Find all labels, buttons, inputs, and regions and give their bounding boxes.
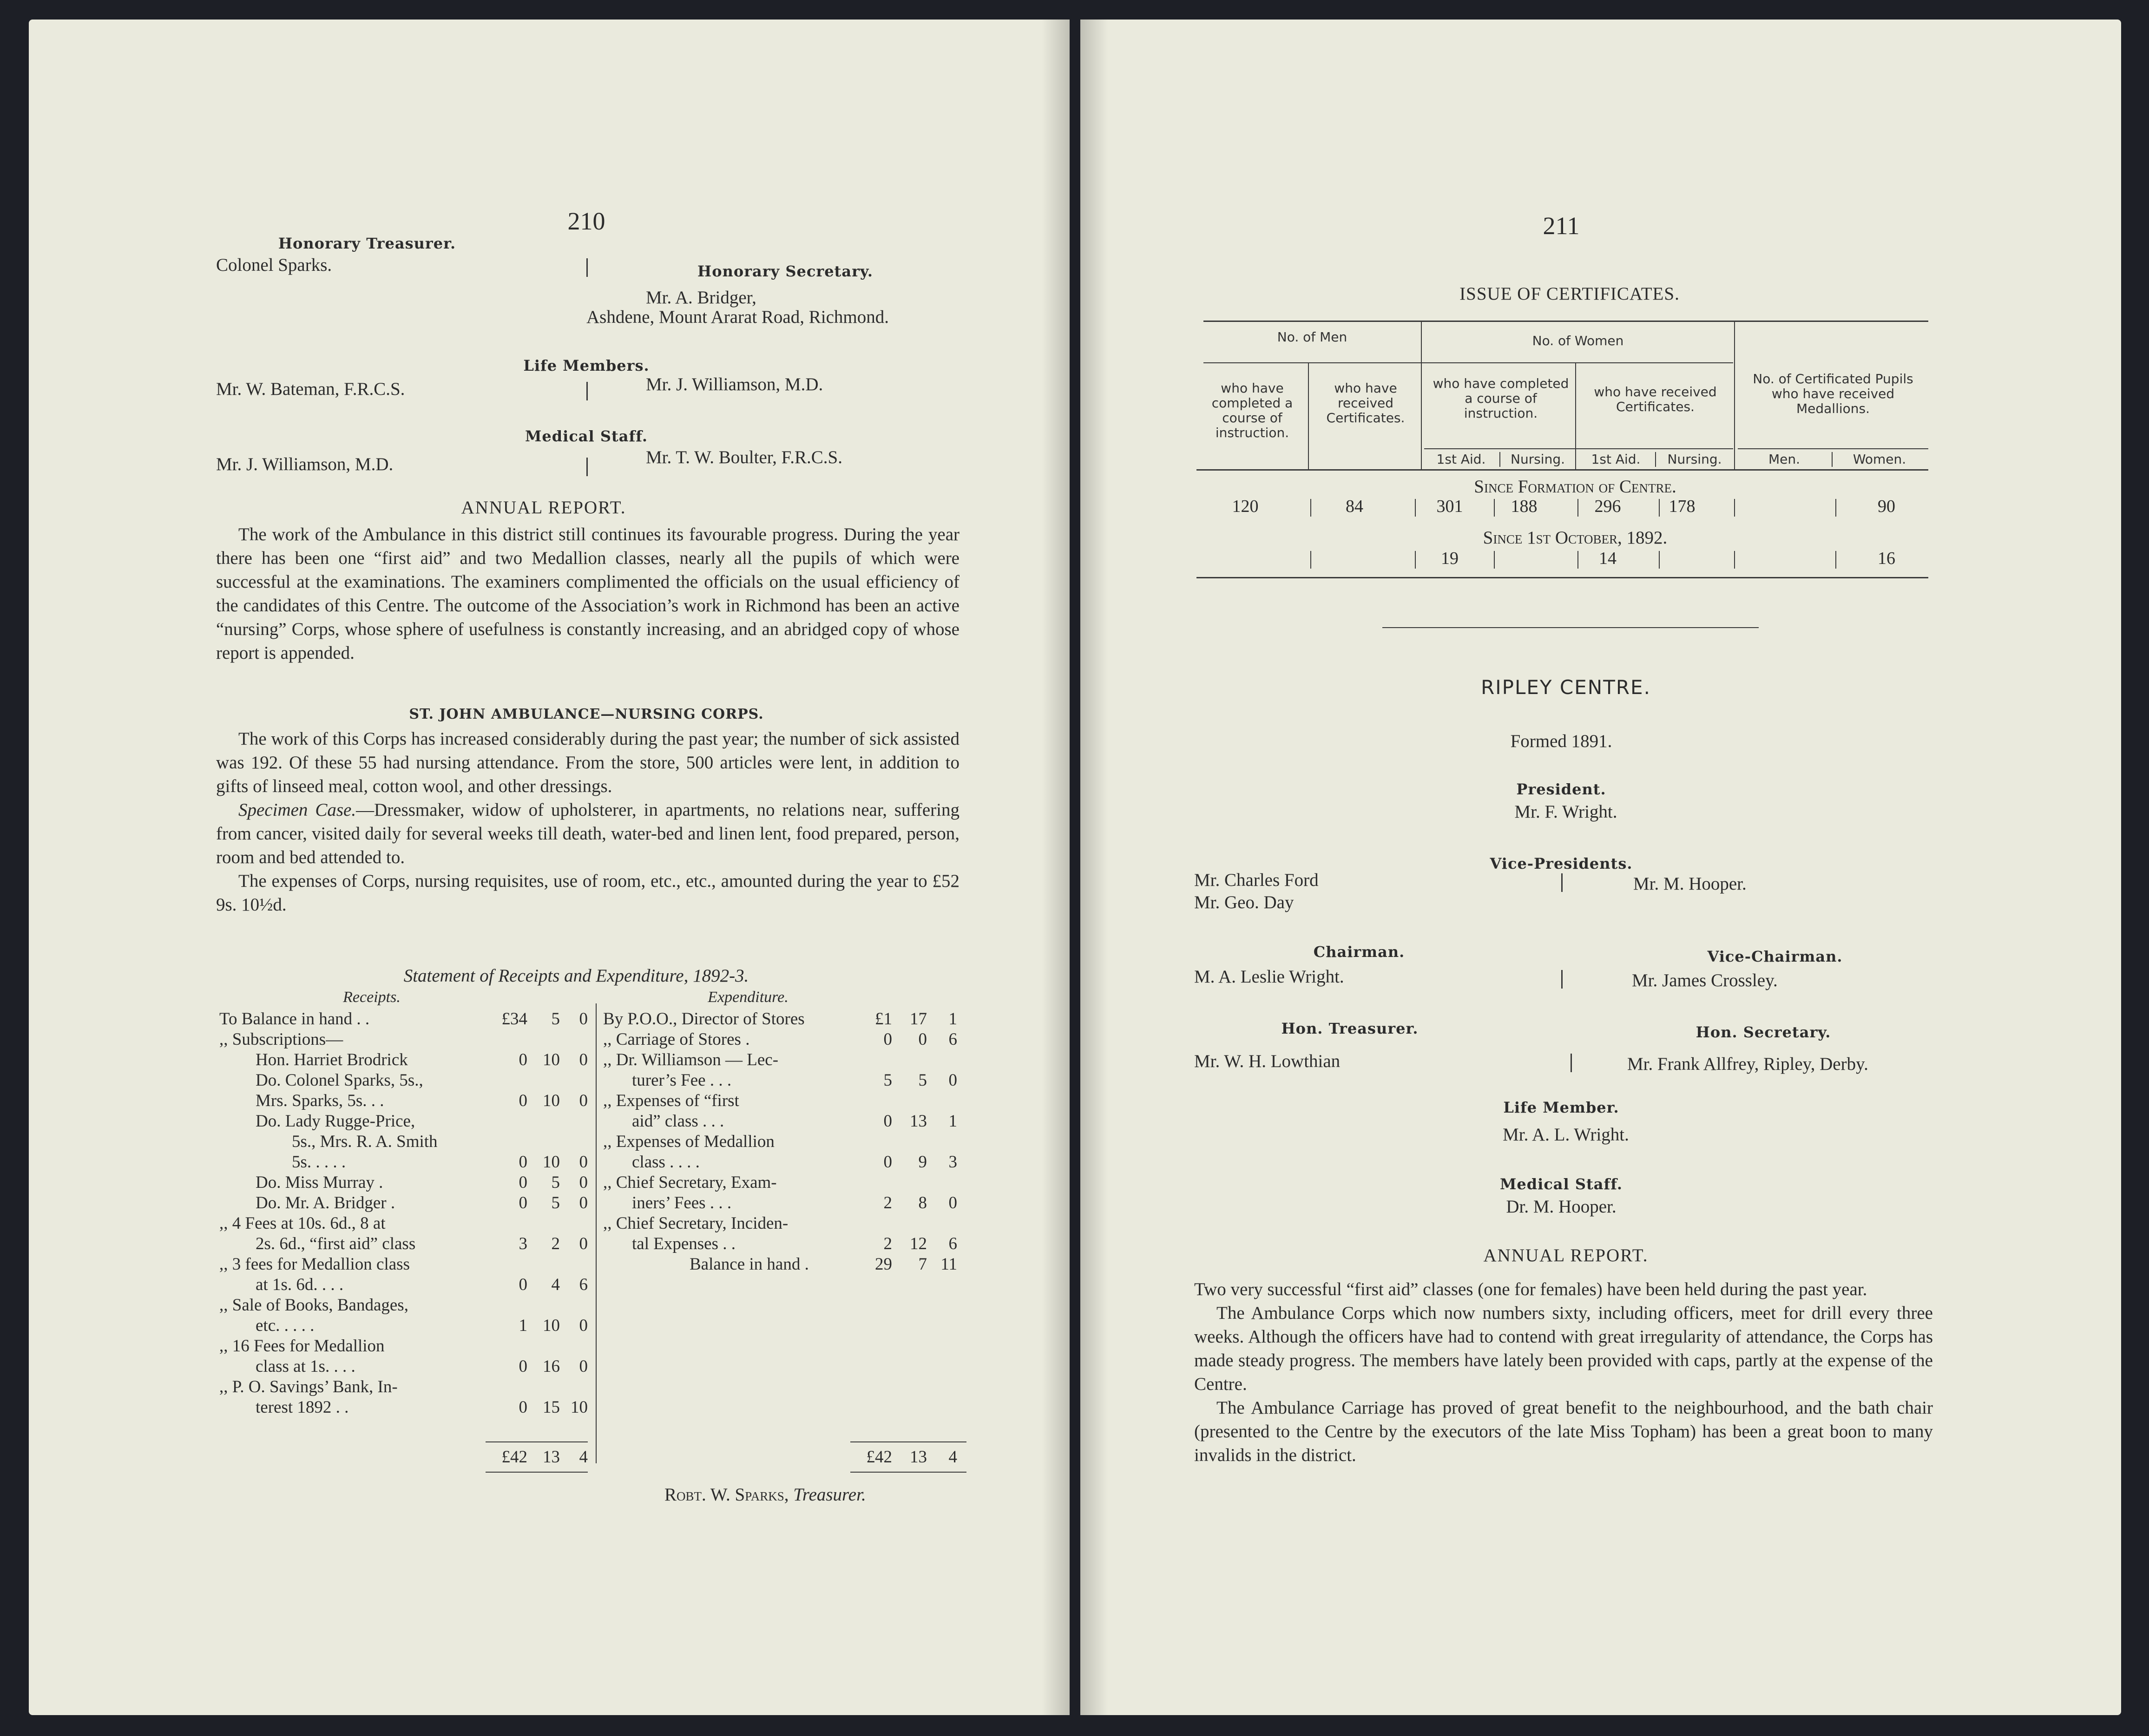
secretary-address: Ashdene, Mount Ararat Road, Richmond.	[586, 307, 889, 327]
life-member-heading: Life Member.	[1503, 1099, 1619, 1116]
corps-heading: ST. JOHN AMBULANCE—NURSING CORPS.	[409, 706, 764, 722]
expenditure-item: Balance in hand .	[690, 1255, 809, 1274]
cert-row-divider	[1659, 499, 1660, 517]
ripley-annual-report-body	[1194, 1277, 1933, 1467]
cert-col-rule	[1308, 362, 1309, 469]
expenditure-amount: 2	[883, 1234, 892, 1253]
annual-report-body	[216, 523, 959, 665]
cert-value: 14	[1599, 549, 1617, 568]
cert-row-divider	[1734, 499, 1735, 517]
cert-header-med-women: Women.	[1853, 452, 1906, 467]
expenditure-amount: 0	[883, 1030, 892, 1049]
expenditure-amount: 0	[948, 1071, 957, 1090]
column-divider	[1561, 873, 1563, 892]
receipt-amount: 0	[579, 1009, 588, 1028]
ripley-title: RIPLEY CENTRE.	[1481, 676, 1651, 699]
formed-date: Formed 1891.	[1510, 731, 1612, 751]
receipt-amount: 0	[519, 1173, 527, 1192]
ripley-annual-report-heading: ANNUAL REPORT.	[1483, 1245, 1649, 1265]
expenditure-item: By P.O.O., Director of Stores	[603, 1009, 805, 1028]
signature-role: Treasurer.	[793, 1485, 866, 1505]
expenditure-item: class . . . .	[632, 1153, 700, 1172]
receipt-amount: 0	[519, 1091, 527, 1110]
receipt-item: Do. Miss Murray .	[256, 1173, 383, 1192]
expenditure-total-underline	[850, 1472, 966, 1473]
certificates-title: ISSUE OF CERTIFICATES.	[1459, 284, 1680, 304]
expenditure-item: ,, Chief Secretary, Inciden-	[603, 1214, 789, 1233]
cert-value: 301	[1436, 497, 1463, 516]
receipt-amount: 10	[571, 1398, 588, 1417]
receipt-item: class at 1s. . . .	[256, 1357, 355, 1376]
expenditure-item: ,, Chief Secretary, Exam-	[603, 1173, 777, 1192]
cert-header-women-received: who have received Certificates.	[1594, 384, 1717, 414]
section-separator	[1382, 627, 1759, 628]
cert-row-divider	[1835, 499, 1836, 517]
column-divider	[586, 258, 588, 277]
receipt-amount: 0	[519, 1153, 527, 1172]
hon-secretary-name: Mr. Frank Allfrey, Ripley, Derby.	[1627, 1054, 1868, 1074]
vice-presidents-heading: Vice-Presidents.	[1490, 855, 1633, 872]
cert-value: 120	[1232, 497, 1259, 516]
statement-divider	[596, 1003, 597, 1463]
medical-2: Mr. T. W. Boulter, F.R.C.S.	[646, 447, 842, 467]
annual-report-heading: ANNUAL REPORT.	[461, 498, 626, 518]
since-formation-label: Since Formation of Centre.	[1474, 477, 1676, 497]
corps-paragraph-1: The work of this Corps has increased considerably during the past year; the number of sick assisted was 192. Of these 55 had nursing attendance. From the store, 500 articles were lent, in addition to gifts of linseed meal, cotton wool, and other dressings.	[216, 729, 959, 796]
receipt-amount: £34	[501, 1009, 527, 1028]
expenditure-item: ,, Carriage of Stores .	[603, 1030, 750, 1049]
receipt-item: 2s. 6d., “first aid” class	[256, 1234, 416, 1253]
chairman-heading: Chairman.	[1313, 943, 1405, 961]
receipt-amount: 15	[543, 1398, 560, 1417]
expenditure-amount: 2	[883, 1193, 892, 1212]
expenditure-item: turer’s Fee . . .	[632, 1071, 732, 1090]
cert-medal-rule	[1738, 448, 1928, 449]
receipt-item: Do. Colonel Sparks, 5s.,	[256, 1071, 423, 1090]
cert-row-divider	[1310, 551, 1311, 569]
vice-chairman-heading: Vice-Chairman.	[1707, 948, 1843, 965]
receipt-item: ,, 16 Fees for Medallion	[219, 1336, 385, 1356]
expenditure-amount: 7	[918, 1255, 927, 1274]
life-members-heading: Life Members.	[523, 357, 650, 374]
hon-treasurer-name: Mr. W. H. Lowthian	[1194, 1051, 1341, 1071]
vice-president-2: Mr. Geo. Day	[1194, 892, 1294, 912]
receipt-amount: 0	[519, 1275, 527, 1294]
cert-header-first-aid-2: 1st Aid.	[1591, 452, 1641, 467]
cert-header-med-men: Men.	[1768, 452, 1801, 467]
treasurer-name: Colonel Sparks.	[216, 255, 332, 275]
cert-header-nursing-1: Nursing.	[1511, 452, 1565, 467]
medical-1: Mr. J. Williamson, M.D.	[216, 454, 394, 474]
page-number-left: 210	[567, 207, 605, 235]
receipt-amount: 0	[519, 1050, 527, 1069]
column-divider	[586, 458, 588, 476]
expenditure-total-shillings: 13	[910, 1448, 927, 1467]
receipt-amount: 0	[519, 1398, 527, 1417]
expenditure-amount: 3	[948, 1153, 957, 1172]
vice-president-1: Mr. Charles Ford	[1194, 870, 1319, 890]
expenditure-amount: 1	[948, 1112, 957, 1131]
expenditure-amount: 5	[918, 1071, 927, 1090]
expenditure-amount: 17	[910, 1009, 927, 1028]
expenditure-amount: 12	[910, 1234, 927, 1253]
cert-subcol-rule	[1655, 452, 1656, 467]
column-divider	[1561, 970, 1563, 989]
statement-title: Statement of Receipts and Expenditure, 1892-3.	[403, 966, 749, 986]
expenditure-item: tal Expenses . .	[632, 1234, 736, 1253]
receipt-amount: 6	[579, 1275, 588, 1294]
vice-chairman-name: Mr. James Crossley.	[1632, 970, 1778, 990]
receipt-amount: 4	[551, 1275, 560, 1294]
expenditure-item: aid” class . . .	[632, 1112, 724, 1131]
cert-header-men-completed: who have completed a course of instruction.	[1211, 380, 1293, 440]
cert-row-divider	[1415, 499, 1416, 517]
receipts-heading: Receipts.	[343, 989, 401, 1006]
expenditure-amount: 0	[883, 1112, 892, 1131]
medical-staff-name: Dr. M. Hooper.	[1506, 1197, 1617, 1217]
vice-president-3: Mr. M. Hooper.	[1633, 874, 1747, 894]
gutter-shadow	[1042, 20, 1070, 1715]
cert-row-divider	[1494, 551, 1495, 569]
receipt-amount: 3	[519, 1234, 527, 1253]
receipts-total-pence: 4	[579, 1448, 588, 1467]
receipt-item: Hon. Harriet Brodrick	[256, 1050, 408, 1069]
cert-row-divider	[1835, 551, 1836, 569]
receipt-item: Mrs. Sparks, 5s. . .	[256, 1091, 384, 1110]
receipt-amount: 10	[543, 1316, 560, 1335]
receipt-amount: 10	[543, 1153, 560, 1172]
hon-secretary-heading: Hon. Secretary.	[1696, 1023, 1831, 1041]
cert-value: 178	[1669, 497, 1696, 516]
cert-value: 296	[1594, 497, 1621, 516]
cert-header-medallions: No. of Certificated Pupils who have received Medallions.	[1753, 371, 1913, 416]
expenditure-item: iners’ Fees . . .	[632, 1193, 732, 1212]
expenditure-item: ,, Expenses of Medallion	[603, 1132, 775, 1151]
page-number-right: 211	[1543, 212, 1580, 240]
column-divider	[1571, 1054, 1572, 1072]
cert-row-divider	[1415, 551, 1416, 569]
cert-row-divider	[1494, 499, 1495, 517]
receipts-total-rule	[486, 1441, 588, 1442]
expenditure-amount: 0	[948, 1193, 957, 1212]
receipt-amount: 0	[579, 1357, 588, 1376]
signature	[664, 1484, 866, 1505]
cert-header-nursing-2: Nursing.	[1667, 452, 1722, 467]
expenditure-amount: 29	[875, 1255, 892, 1274]
cert-row-divider	[1659, 551, 1660, 569]
receipt-amount: 0	[579, 1316, 588, 1335]
receipt-item: 5s., Mrs. R. A. Smith	[292, 1132, 438, 1151]
expenditure-amount: 5	[883, 1071, 892, 1090]
expenditure-item: ,, Dr. Williamson — Lec-	[603, 1050, 779, 1069]
expenditure-total-rule	[850, 1441, 966, 1442]
receipt-amount: 0	[579, 1173, 588, 1192]
cert-subcol-rule	[1832, 452, 1833, 467]
receipt-item: 5s. . . . .	[292, 1153, 346, 1172]
receipt-amount: 0	[579, 1050, 588, 1069]
treasurer-heading: Honorary Treasurer.	[278, 235, 456, 252]
expenditure-amount: £1	[875, 1009, 892, 1028]
cert-header-first-aid-1: 1st Aid.	[1436, 452, 1486, 467]
corps-paragraph-3: The expenses of Corps, nursing requisites, use of room, etc., etc., amounted during the year to £52 9s. 10½d.	[216, 871, 959, 915]
expenditure-item: ,, Expenses of “first	[603, 1091, 739, 1110]
expenditure-amount: 13	[910, 1112, 927, 1131]
receipt-item: Do. Lady Rugge-Price,	[256, 1112, 415, 1131]
cert-header-women-completed: who have completed a course of instruction.	[1433, 376, 1569, 421]
expenditure-amount: 0	[883, 1153, 892, 1172]
receipt-item: Do. Mr. A. Bridger .	[256, 1193, 395, 1212]
expenditure-total-pounds: £42	[866, 1448, 892, 1467]
cert-value: 19	[1441, 549, 1459, 568]
since-october-label: Since 1st October, 1892.	[1483, 528, 1668, 548]
receipt-amount: 10	[543, 1050, 560, 1069]
receipt-item: at 1s. 6d. . . .	[256, 1275, 344, 1294]
receipt-amount: 0	[519, 1193, 527, 1212]
expenditure-amount: 9	[918, 1153, 927, 1172]
receipt-amount: 5	[551, 1009, 560, 1028]
cert-value: 84	[1346, 497, 1363, 516]
expenditure-amount: 0	[918, 1030, 927, 1049]
medical-staff-heading: Medical Staff.	[525, 427, 648, 445]
cert-value: 90	[1878, 497, 1895, 516]
receipt-amount: 0	[579, 1091, 588, 1110]
receipt-amount: 2	[551, 1234, 560, 1253]
life-member-2: Mr. J. Williamson, M.D.	[646, 374, 823, 394]
corps-body	[216, 727, 959, 917]
signature-name: Robt. W. Sparks,	[664, 1485, 789, 1505]
receipt-amount: 0	[579, 1193, 588, 1212]
expenditure-total-pence: 4	[948, 1448, 957, 1467]
hon-treasurer-heading: Hon. Treasurer.	[1281, 1020, 1419, 1037]
cert-table-bottom-rule	[1196, 577, 1928, 578]
expenditure-amount: 11	[940, 1255, 957, 1274]
cert-row-divider	[1734, 551, 1735, 569]
receipt-amount: 5	[551, 1193, 560, 1212]
expenditure-amount: 1	[948, 1009, 957, 1028]
specimen-case-text: —Dressmaker, widow of upholsterer, in apartments, no relations near, suffering from cancer, visited daily for several weeks till death, water-bed and linen lent, food prepared, person, room and bed attended to.	[216, 800, 959, 867]
chairman-name: M. A. Leslie Wright.	[1194, 967, 1344, 987]
expenditure-heading: Expenditure.	[708, 989, 789, 1006]
cert-header-men-received: who have received Certificates.	[1326, 380, 1405, 426]
receipt-item: ,, 3 fees for Medallion class	[219, 1255, 410, 1274]
medical-staff-heading: Medical Staff.	[1500, 1175, 1623, 1193]
cert-group-rule	[1203, 362, 1733, 363]
life-member-name: Mr. A. L. Wright.	[1503, 1125, 1629, 1145]
cert-header-men: No. of Men	[1277, 329, 1347, 345]
receipt-amount: 0	[519, 1357, 527, 1376]
cert-value: 16	[1878, 549, 1895, 568]
receipt-amount: 16	[543, 1357, 560, 1376]
expenditure-amount: 8	[918, 1193, 927, 1212]
corps-paragraph-2	[216, 798, 959, 869]
cert-row-divider	[1310, 499, 1311, 517]
cert-col-rule	[1734, 321, 1735, 469]
column-divider	[586, 382, 588, 400]
cert-header-women: No. of Women	[1532, 333, 1624, 348]
expenditure-amount: 6	[948, 1030, 957, 1049]
receipt-item: etc. . . . .	[256, 1316, 315, 1335]
receipt-amount: 10	[543, 1091, 560, 1110]
receipts-total-underline	[486, 1472, 588, 1473]
ripley-report-paragraph-2: The Ambulance Corps which now numbers sixty, including officers, meet for drill every three weeks. Although the officers have had to contend with great irregularity of attendance, the Corps has made steady progress. The members have lately been provided with caps, partly at the expense of the Centre.	[1194, 1303, 1933, 1394]
cert-value: 188	[1511, 497, 1538, 516]
annual-report-paragraph: The work of the Ambulance in this district still continues its favourable progress. During the year there has been one “first aid” and two Medallion classes, nearly all the pupils of which were successful at the examinations. The examiners complimented the officials on the usual efficiency of the candidates of this Centre. The outcome of the Association’s work in Richmond has been an active “nursing” Corps, whose sphere of usefulness is constantly increasing, and an abridged copy of whose report is appended.	[216, 524, 959, 663]
president-heading: President.	[1516, 780, 1606, 798]
receipt-item: ,, Sale of Books, Bandages,	[219, 1296, 408, 1315]
receipt-item: terest 1892 . .	[256, 1398, 349, 1417]
gutter-shadow	[1080, 20, 1108, 1715]
receipt-item: To Balance in hand . .	[219, 1009, 370, 1028]
cert-row-divider	[1577, 551, 1578, 569]
ripley-report-paragraph-1: Two very successful “first aid” classes (one for females) have been held during the past year.	[1194, 1279, 1867, 1299]
life-member-1: Mr. W. Bateman, F.R.C.S.	[216, 379, 405, 399]
receipt-item: ,, P. O. Savings’ Bank, In-	[219, 1377, 398, 1396]
receipt-amount: 0	[579, 1153, 588, 1172]
receipt-item: ,, Subscriptions—	[219, 1030, 343, 1049]
receipt-amount: 5	[551, 1173, 560, 1192]
expenditure-amount: 6	[948, 1234, 957, 1253]
receipts-total-shillings: 13	[543, 1448, 560, 1467]
receipts-total-pounds: £42	[501, 1448, 527, 1467]
secretary-heading: Honorary Secretary.	[697, 262, 873, 280]
receipt-amount: 1	[519, 1316, 527, 1335]
president-name: Mr. F. Wright.	[1514, 802, 1617, 822]
secretary-name: Mr. A. Bridger,	[646, 288, 756, 308]
ripley-report-paragraph-3: The Ambulance Carriage has proved of great benefit to the neighbourhood, and the bath chair (presented to the Centre by the executors of the late Miss Topham) has been a great boon to many invalids in the district.	[1194, 1398, 1933, 1465]
receipt-amount: 0	[579, 1234, 588, 1253]
cert-row-divider	[1577, 499, 1578, 517]
receipt-item: ,, 4 Fees at 10s. 6d., 8 at	[219, 1214, 386, 1233]
cert-subcol-rule	[1499, 452, 1500, 467]
cert-header-bottom-rule	[1196, 469, 1928, 471]
cert-subgroup-rule	[1424, 448, 1733, 449]
specimen-case-label: Specimen Case.	[238, 800, 356, 820]
cert-table-top-rule	[1203, 321, 1928, 322]
